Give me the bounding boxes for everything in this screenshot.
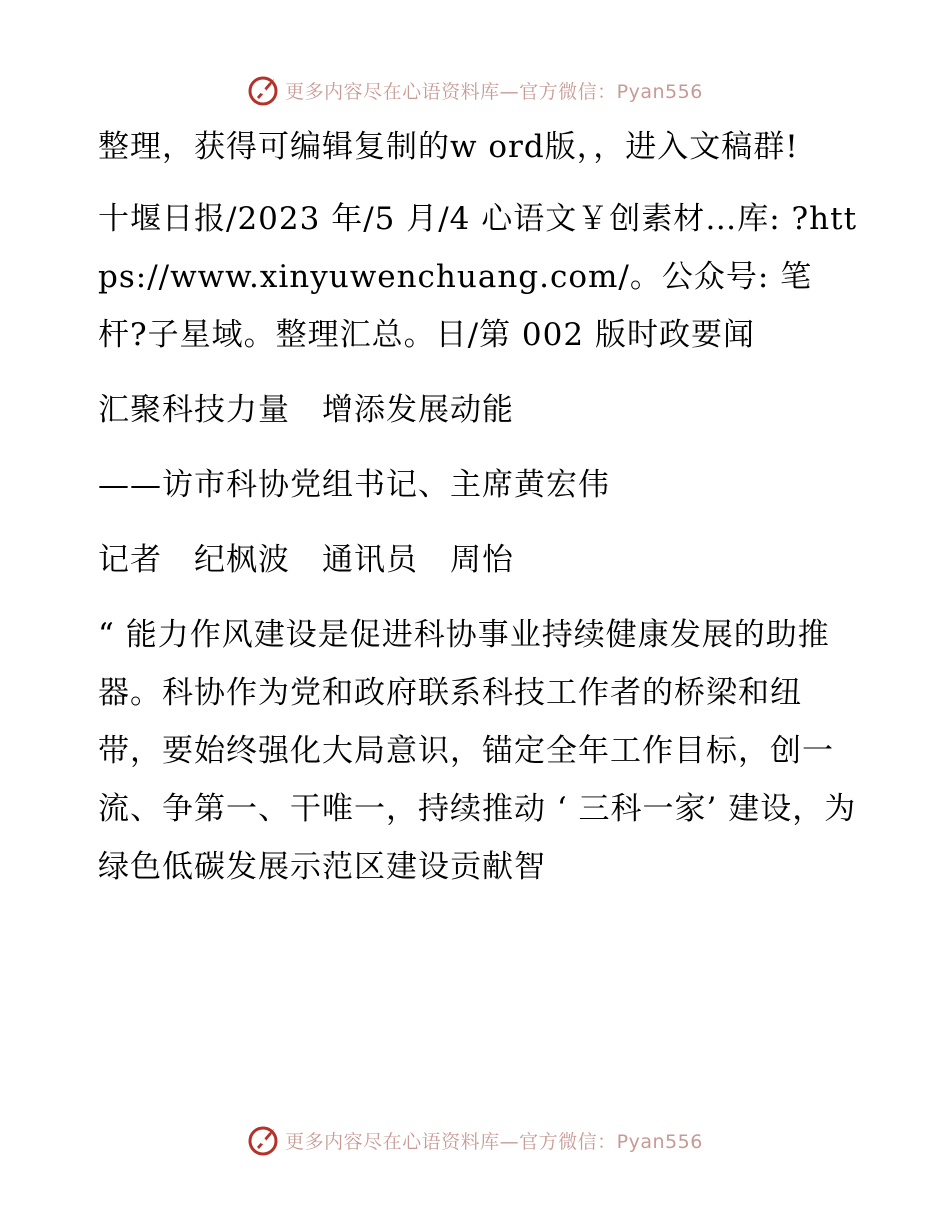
header-banner-text: 更多内容尽在心语资料库—官方微信：Pyan556: [285, 80, 703, 103]
header-banner: [0, 70, 950, 110]
article-headline: 汇聚科技力量 增添发展动能: [98, 392, 514, 428]
pen-nib-logo-icon: [247, 1123, 281, 1157]
source-line: 十堰日报/2023 年/5 月/4 心语文￥创素材…库: ?https://www.xinyuwenchuang.com/。公众号: 笔杆?子星域。整理汇总。日/第 002 版时政要闻: [98, 201, 858, 353]
document-body: [98, 118, 858, 896]
article-subheadline: ——访市科协党组书记、主席黄宏伟: [98, 467, 610, 503]
article-byline: 记者 纪枫波 通讯员 周怡: [98, 542, 514, 578]
intro-text: 整理，获得可编辑复制的w ord版，，进入文稿群!: [98, 129, 799, 165]
pen-nib-logo-icon: [247, 73, 281, 107]
footer-banner-text: 更多内容尽在心语资料库—官方微信：Pyan556: [285, 1130, 703, 1153]
article-paragraph: “ 能力作风建设是促进科协事业持续健康发展的助推器。科协作为党和政府联系科技工作者的桥梁和纽带，要始终强化大局意识，锚定全年工作目标，创一流、争第一、干唯一，持续推动 ‘ 三科一家’ 建设，为绿色低碳发展示范区建设贡献智: [98, 617, 857, 885]
footer-banner: [0, 1120, 950, 1160]
